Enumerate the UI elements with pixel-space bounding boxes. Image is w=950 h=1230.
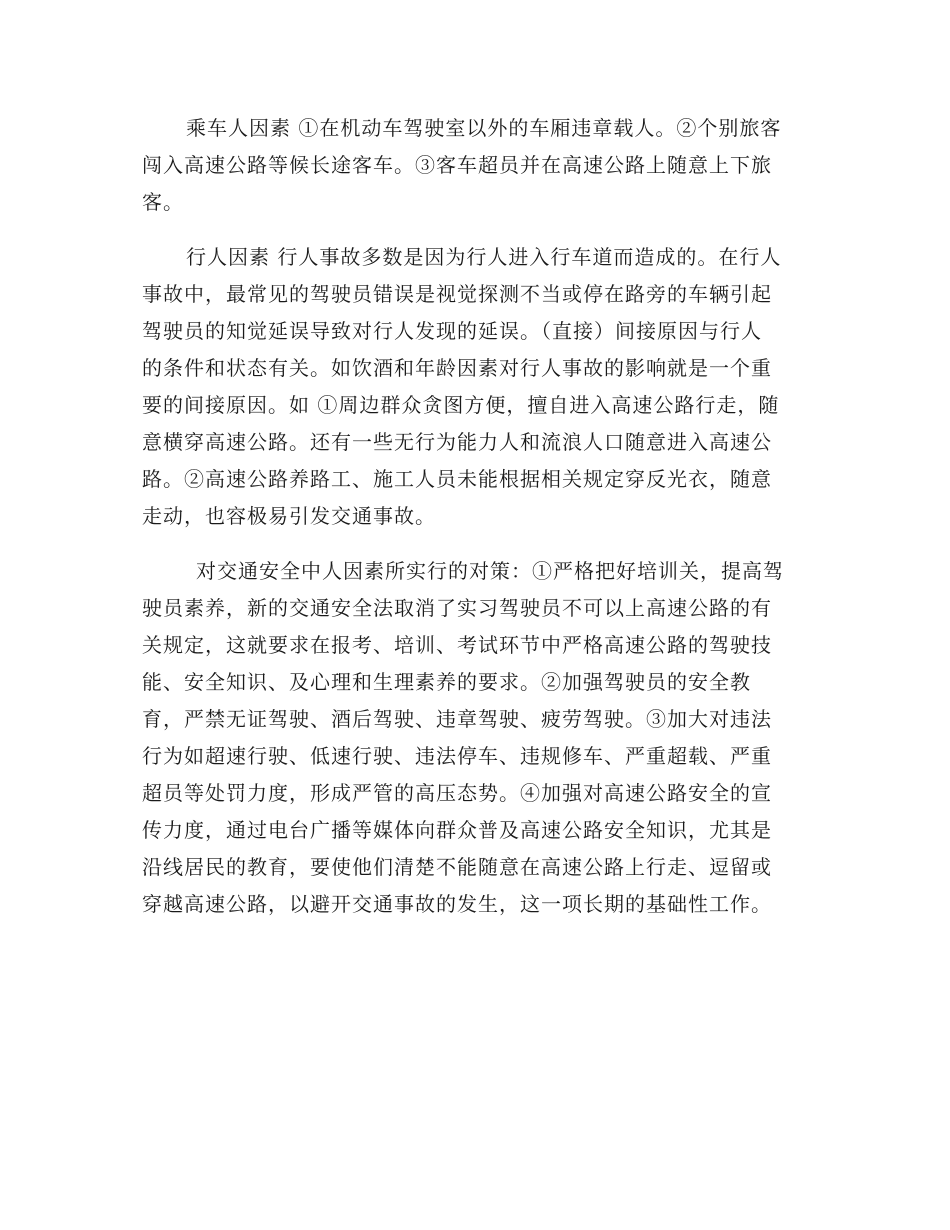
- paragraph-line: 穿越高速公路，以避开交通事故的发生，这一项长期的基础性工作。: [142, 892, 772, 916]
- paragraph-line: 超员等处罚力度，形成严管的高压态势。④加强对高速公路安全的宣: [142, 781, 772, 805]
- paragraph-line: 传力度，通过电台广播等媒体向群众普及高速公路安全知识，尤其是: [142, 818, 772, 842]
- document-body: [142, 110, 807, 941]
- paragraph-line: 驶员素养，新的交通安全法取消了实习驾驶员不可以上高速公路的有: [142, 596, 772, 620]
- paragraph-line: 行为如超速行驶、低速行驶、违法停车、违规修车、严重超载、严重: [142, 744, 772, 768]
- paragraph-line: 意横穿高速公路。还有一些无行为能力人和流浪人口随意进入高速公: [142, 430, 772, 454]
- paragraph-line: 关规定，这就要求在报考、培训、考试环节中严格高速公路的驾驶技: [142, 633, 772, 657]
- paragraph-line: 客。: [142, 190, 184, 214]
- paragraph-passenger-factors: [142, 110, 807, 221]
- paragraph-line: 闯入高速公路等候长途客车。③客车超员并在高速公路上随意上下旅: [142, 153, 772, 177]
- paragraph-countermeasures: [142, 553, 807, 923]
- paragraph-line: 的条件和状态有关。如饮酒和年龄因素对行人事故的影响就是一个重: [142, 356, 772, 380]
- paragraph-line: 要的间接原因。如 ①周边群众贪图方便，擅自进入高速公路行走，随: [142, 393, 780, 417]
- paragraph-line: 事故中，最常见的驾驶员错误是视觉探测不当或停在路旁的车辆引起: [142, 282, 772, 306]
- paragraph-line: 能、安全知识、及心理和生理素养的要求。②加强驾驶员的安全教: [142, 670, 751, 694]
- paragraph-pedestrian-factors: [142, 239, 807, 535]
- paragraph-line: 育，严禁无证驾驶、酒后驾驶、违章驾驶、疲劳驾驶。③加大对违法: [142, 707, 772, 731]
- paragraph-line: 走动，也容极易引发交通事故。: [142, 504, 436, 528]
- paragraph-line: 对交通安全中人因素所实行的对策：①严格把好培训关，提高驾: [196, 559, 784, 583]
- paragraph-line: 路。②高速公路养路工、施工人员未能根据相关规定穿反光衣，随意: [142, 467, 772, 491]
- paragraph-line: 乘车人因素 ①在机动车驾驶室以外的车厢违章载人。②个别旅客: [186, 116, 782, 140]
- paragraph-line: 沿线居民的教育，要使他们清楚不能随意在高速公路上行走、逗留或: [142, 855, 772, 879]
- paragraph-line: 驾驶员的知觉延误导致对行人发现的延误。（直接）间接原因与行人: [142, 319, 762, 343]
- paragraph-line: 行人因素 行人事故多数是因为行人进入行车道而造成的。在行人: [186, 245, 782, 269]
